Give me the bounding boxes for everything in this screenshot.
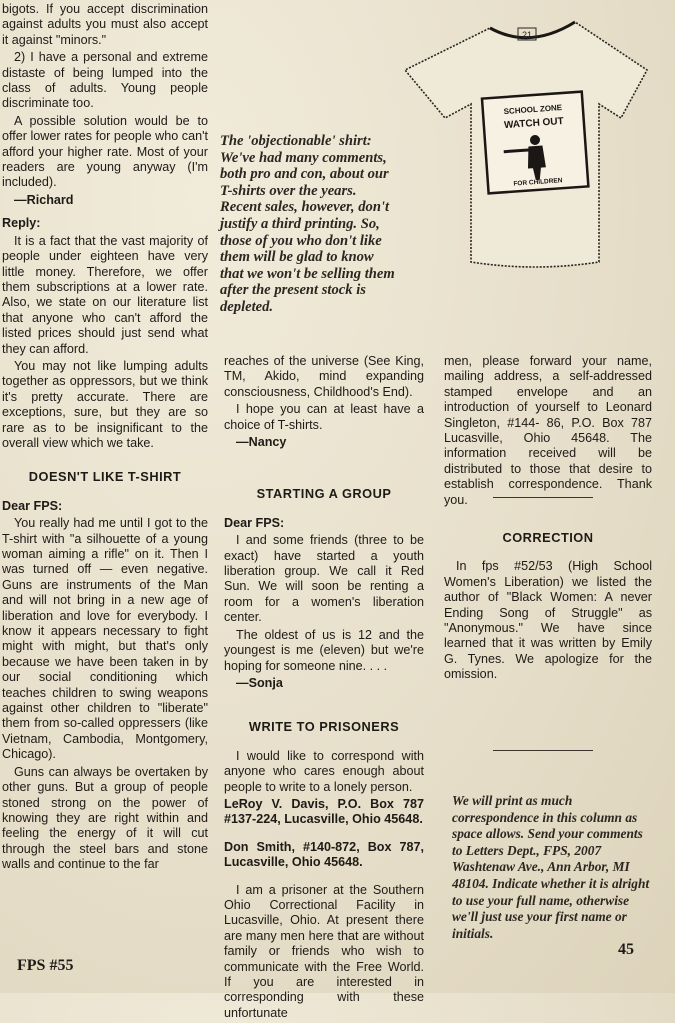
divider-rule bbox=[493, 497, 593, 498]
letter-paragraph: I am a prisoner at the Southern Ohio Correctional Facility in Lucasville, Ohio. At present there are many men here that are without family or friends who wish to communicate with the Free World. If you are interested in corresponding with these unfortunate bbox=[224, 882, 424, 1020]
letter-paragraph: The oldest of us is 12 and the youngest is me (eleven) but we're hoping for someone nine. . . . bbox=[224, 627, 424, 673]
letter-paragraph: I would like to correspond with anyone who cares enough about people to write to a lonely person. bbox=[224, 748, 424, 794]
sign-line-1: SCHOOL ZONE bbox=[503, 103, 563, 117]
editor-note-text: We will print as much correspondence in this column as space allows. Send your comments to Letters Dept., FPS, 2007 Washtenaw Ave., Ann Arbor, MI 48104. Indicate whether it is alright to use your full name, otherwise we'll just use your first name or initials. bbox=[452, 793, 650, 941]
letter-paragraph: men, please forward your name, mailing address, a self-addressed stamped envelope and an introduction of yourself to Leonard Singleton, #144- 86, P.O. Box 787 Lucasville, Ohio 45648. The information received will be distributed to those that desire to establish correspondence. Thank you. bbox=[444, 354, 652, 507]
letter-paragraph: I hope you can at least have a choice of T-shirts. bbox=[224, 402, 424, 432]
salutation: Dear FPS: bbox=[224, 515, 285, 530]
letter-paragraph: You really had me until I got to the T-shirt with "a silhouette of a young woman aiming a rifle" on it. Then I was turned off — even negative. Guns are instruments of the Man and will not bring in a new age of liberation and love for everybody. I know it appears necessary to fight might with might, but that's only because we have been taken in by our social conditioning which teaches children to swing weapons against other children to "liberate" them from so-called oppressers (like Vietnam, Cambodia, Montgomery, Chicago). bbox=[2, 516, 208, 762]
signature-richard: —Richard bbox=[14, 192, 74, 207]
reply-label: Reply: bbox=[2, 216, 41, 231]
letter-paragraph: Guns can always be overtaken by other guns. But a group of people stoned strong on the power of knowing they are right within and feeling the energy of it will cut through the steel bars and stone walls and continue to the far bbox=[2, 764, 208, 872]
signature-nancy: —Nancy bbox=[236, 435, 287, 450]
column-middle bbox=[224, 354, 424, 1023]
page-number: 45 bbox=[618, 941, 634, 958]
prisoner-address: LeRoy V. Davis, P.O. Box 787 #137-224, Lucasville, Ohio 45648. bbox=[224, 796, 424, 827]
salutation: Dear FPS: bbox=[2, 498, 63, 513]
reply-paragraph: You may not like lumping adults together as oppressors, but we think it's pretty accurate. There are exceptions, sure, but they are so rare as to be insignificant to the overall view which we take. bbox=[2, 358, 208, 450]
letter-paragraph: reaches of the universe (See King, TM, Akido, mind expanding consciousness, Childhood's End). bbox=[224, 354, 424, 399]
correction-section bbox=[444, 530, 652, 685]
divider-rule bbox=[493, 750, 593, 751]
editor-note bbox=[452, 793, 652, 942]
heading-doesnt-like-tshirt: DOESN'T LIKE T-SHIRT bbox=[28, 469, 182, 485]
tshirt-caption bbox=[220, 133, 395, 316]
collar-tag-text: 21 bbox=[522, 30, 533, 40]
prisoner-address: Don Smith, #140-872, Box 787, Lucasville, Ohio 45648. bbox=[224, 839, 424, 870]
reply-paragraph: It is a fact that the vast majority of people under eighteen have very little money. Therefore, we offer them subscriptions at a lower rate. Also, we state on our literature list that anyone who can't afford the listed prices should just send what they can afford. bbox=[2, 233, 208, 356]
heading-starting-a-group: STARTING A GROUP bbox=[256, 486, 392, 502]
letter-paragraph: A possible solution would be to offer lower rates for people who can't afford your higher rate. Most of your readers are young anyway (I'm included). bbox=[2, 113, 208, 190]
heading-correction: CORRECTION bbox=[502, 530, 594, 545]
school-zone-sign bbox=[482, 92, 588, 194]
correction-paragraph: In fps #52/53 (High School Women's Liberation) we listed the author of "Black Women: A never Ending Song of Struggle" as "Anonymous." We have since learned that it was written by Emily G. Tynes. We apologize for the omission. bbox=[444, 559, 652, 682]
sign-line-2: WATCH OUT bbox=[503, 115, 565, 132]
column-left bbox=[2, 2, 208, 875]
signature-sonja: —Sonja bbox=[236, 675, 283, 690]
heading-write-to-prisoners: WRITE TO PRISONERS bbox=[248, 719, 400, 735]
sign-line-3: FOR CHILDREN bbox=[513, 177, 563, 188]
letter-paragraph: 2) I have a personal and extreme distaste of being lumped into the class of adults. Young people discriminate too. bbox=[2, 50, 208, 111]
tshirt-illustration bbox=[385, 0, 675, 270]
letter-paragraph: I and some friends (three to be exact) have started a youth liberation group. We call it Red Sun. We will soon be renting a room for a women's liberation center. bbox=[224, 533, 424, 625]
letter-paragraph: bigots. If you accept discrimination against adults you must also accept it against "minors." bbox=[2, 2, 208, 47]
column-right bbox=[444, 354, 652, 510]
page-footer-issue: FPS #55 bbox=[17, 957, 74, 974]
caption-text: The 'objectionable' shirt: We've had many comments, both pro and con, about our T-shirts over the years. Recent sales, however, don't justify a third printing. So, those of you who don't like them will be glad to know that we won't be selling them after the present stock is depleted. bbox=[220, 133, 395, 315]
